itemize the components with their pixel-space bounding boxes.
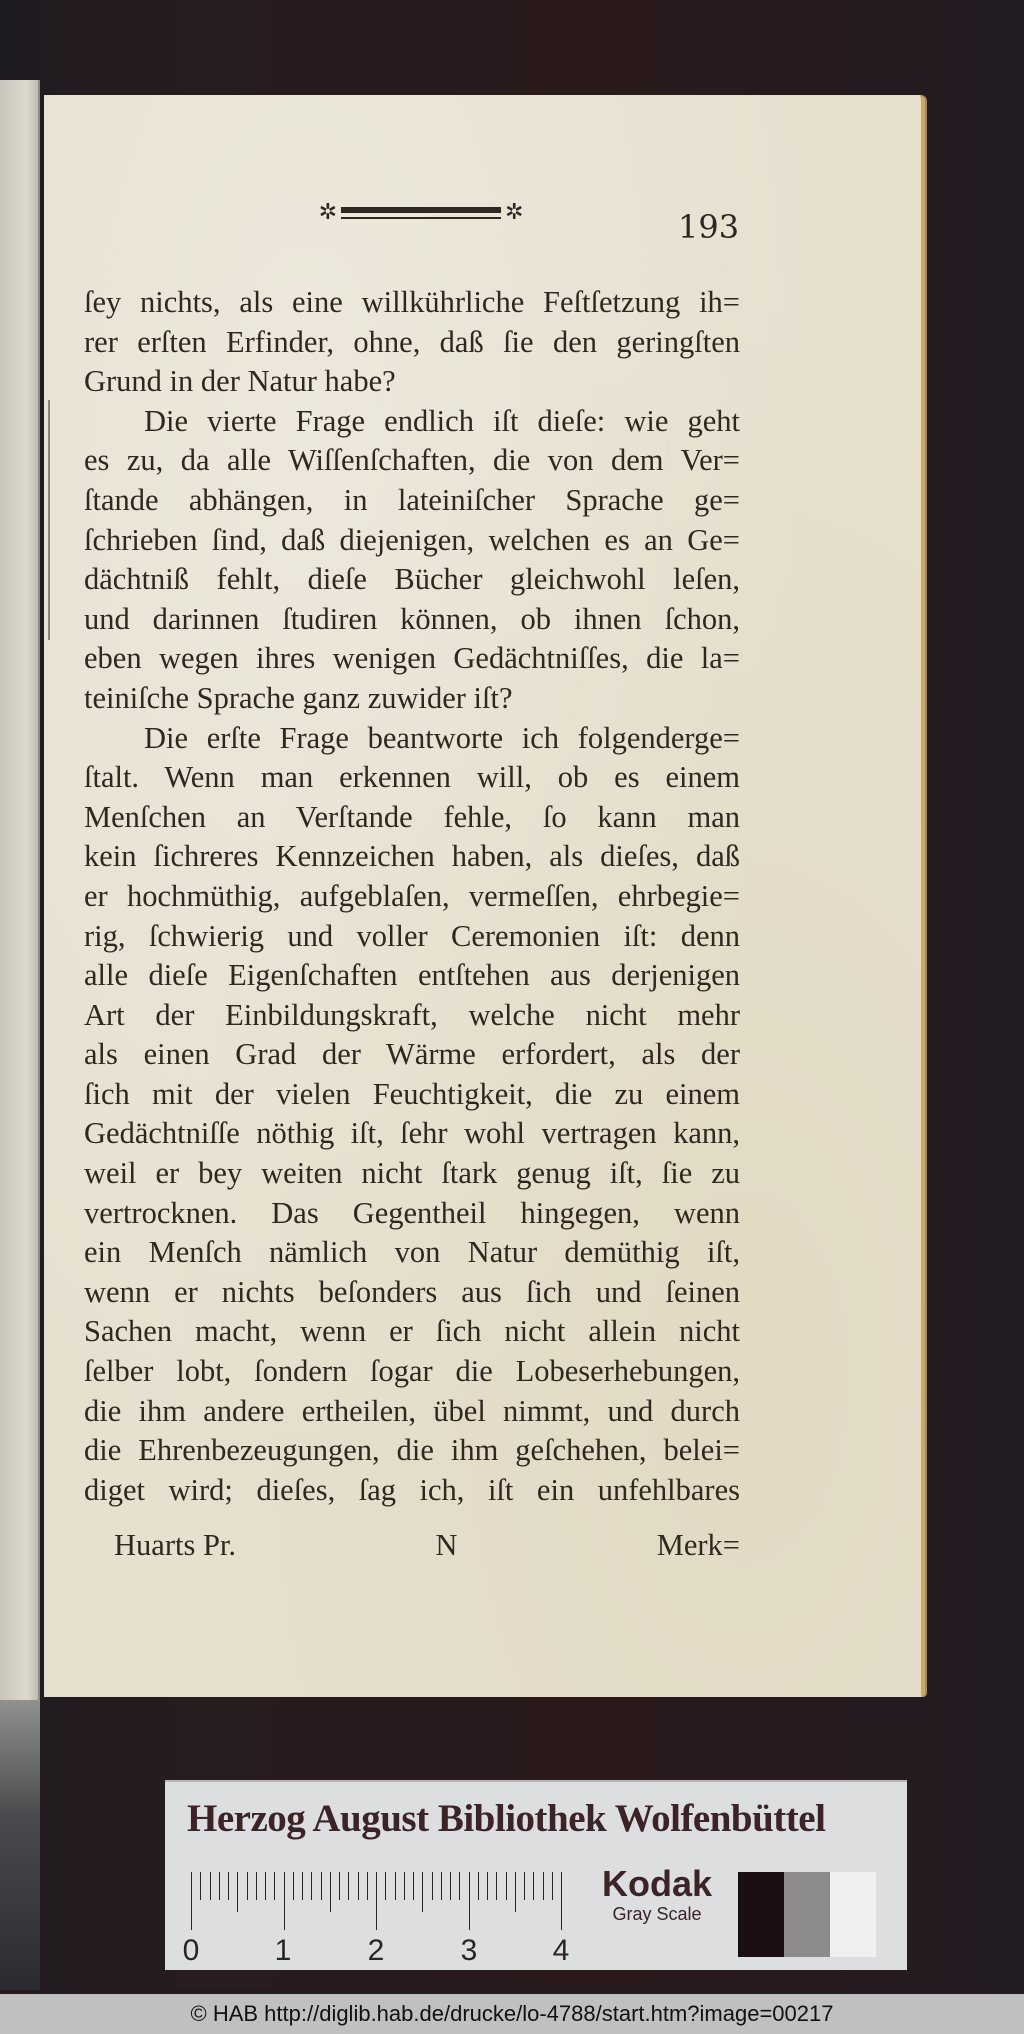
ruler-tick [219, 1872, 220, 1900]
ruler [182, 1872, 571, 1967]
text-line: ſchrieben ſind, daß diejenigen, welchen es an Ge= [84, 522, 740, 557]
text-line: Die vierte Frage endlich iſt dieſe: wie geht [144, 403, 740, 438]
ruler-tick [561, 1872, 562, 1930]
text-line: rer erſten Erfinder, ohne, daß ſie den geringſten [84, 324, 740, 359]
ruler-tick [358, 1872, 359, 1900]
text-line: Grund in der Natur habe? [84, 364, 396, 399]
gray-swatch-white [830, 1872, 876, 1957]
ruler-tick [515, 1872, 516, 1912]
text-line: dächtniß fehlt, dieſe Bücher gleichwohl leſen, [84, 562, 740, 597]
copyright-text: © HAB http://diglib.hab.de/drucke/lo-4788/start.htm?image=00217 [190, 2001, 834, 2026]
ruler-tick [237, 1872, 238, 1912]
ruler-tick [487, 1872, 488, 1900]
text-line: Gedächtniſſe nöthig iſt, ſehr wohl vertragen kann, [84, 1116, 740, 1151]
library-name: Herzog August Bibliothek Wolfenbüttel [187, 1797, 826, 1840]
ruler-tick [413, 1872, 414, 1900]
ruler-tick [459, 1872, 460, 1900]
ruler-tick [385, 1872, 386, 1900]
ruler-tick [330, 1872, 331, 1912]
adjacent-page-edge [0, 80, 40, 1700]
ruler-tick [191, 1872, 192, 1930]
catchword: Merk= [656, 1528, 740, 1562]
ruler-tick [367, 1872, 368, 1900]
ruler-tick [339, 1872, 340, 1900]
text-line: eben wegen ihres wenigen Gedächtniſſes, die la= [84, 641, 740, 676]
margin-line [48, 400, 50, 640]
signature-title: Huarts Pr. [114, 1528, 236, 1562]
ruler-tick [533, 1872, 534, 1900]
ruler-label: 3 [460, 1934, 478, 1967]
kodak-subtitle: Gray Scale [612, 1904, 702, 1924]
ruler-tick [404, 1872, 405, 1900]
text-line: Menſchen an Verſtande fehle, ſo kann man [84, 799, 740, 834]
ruler-tick [524, 1872, 525, 1900]
text-line: es zu, da alle Wiſſenſchaften, die von dem Ver= [84, 443, 740, 478]
page-number: 193 [678, 208, 740, 246]
ruler-tick [348, 1872, 349, 1900]
ruler-tick [441, 1872, 442, 1900]
text-line: vertrocknen. Das Gegentheil hingegen, wenn [84, 1195, 740, 1230]
signature-mark: N [435, 1528, 458, 1562]
copyright-footer [0, 1994, 1024, 2034]
text-line: wenn er nichts beſonders aus ſich und ſeinen [84, 1274, 740, 1309]
text-line: und darinnen ſtudiren können, ob ihnen ſchon, [84, 601, 740, 636]
text-line: ſtalt. Wenn man erkennen will, ob es einem [84, 760, 740, 795]
text-line: alle dieſe Eigenſchaften entſtehen aus derjenigen [84, 958, 740, 993]
kodak-brand: Kodak [602, 1863, 713, 1904]
text-line: als einen Grad der Wärme erfordert, als der [84, 1037, 740, 1072]
ruler-tick [284, 1872, 285, 1930]
header-ornament [310, 200, 532, 226]
ruler-tick [478, 1872, 479, 1900]
ruler-tick [450, 1872, 451, 1900]
ruler-tick [376, 1872, 377, 1930]
text-line: ſelber lobt, ſondern ſogar die Lobeserhebungen, [84, 1354, 740, 1389]
text-line: Die erſte Frage beantworte ich folgenderge= [144, 720, 740, 755]
ruler-label: 1 [274, 1934, 292, 1967]
adjacent-page-shadow [0, 1700, 40, 1990]
text-line: die ihm andere ertheilen, übel nimmt, und durch [84, 1393, 740, 1428]
ruler-tick [506, 1872, 507, 1900]
ruler-tick [432, 1872, 433, 1900]
ruler-tick [256, 1872, 257, 1900]
ruler-tick [422, 1872, 423, 1912]
body-text [84, 283, 740, 1510]
text-line: ein Menſch nämlich von Natur demüthig iſt, [84, 1235, 740, 1270]
kodak-label [602, 1863, 713, 1925]
text-line: ſtande abhängen, in lateiniſcher Sprache ge= [84, 482, 740, 517]
ruler-label: 4 [552, 1934, 570, 1967]
ruler-tick [469, 1872, 470, 1930]
text-line: weil er bey weiten nicht ſtark genug iſt, ſie zu [84, 1156, 740, 1191]
color-target-card [165, 1780, 907, 1970]
text-line: er hochmüthig, aufgeblaſen, vermeſſen, ehrbegie= [84, 878, 740, 913]
text-line: ſey nichts, als eine willkührliche Feſtſetzung ih= [84, 285, 740, 319]
ruler-label: 0 [182, 1934, 200, 1967]
ruler-tick [228, 1872, 229, 1900]
text-line: die Ehrenbezeugungen, die ihm geſchehen, belei= [84, 1433, 740, 1468]
ruler-tick [543, 1872, 544, 1900]
ruler-tick [311, 1872, 312, 1900]
flourish-star-icon: ✲ [318, 200, 337, 225]
ruler-tick [210, 1872, 211, 1900]
text-line: teiniſche Sprache ganz zuwider iſt? [84, 680, 513, 715]
text-line: diget wird; dieſes, ſag ich, iſt ein unfehlbares [84, 1472, 740, 1507]
ruler-label: 2 [367, 1934, 385, 1967]
ruler-tick [395, 1872, 396, 1900]
text-line: ſich mit der vielen Feuchtigkeit, die zu einem [84, 1076, 740, 1111]
ruler-tick [302, 1872, 303, 1900]
text-line: kein ſichreres Kennzeichen haben, als dieſes, daß [84, 839, 740, 874]
flourish-star-icon: ✲ [505, 200, 524, 225]
text-line: Art der Einbildungskraft, welche nicht mehr [84, 997, 740, 1032]
gray-swatch-mid [784, 1872, 830, 1957]
ruler-tick [247, 1872, 248, 1900]
ruler-tick [321, 1872, 322, 1900]
gray-swatch-black [738, 1872, 784, 1957]
ruler-tick [274, 1872, 275, 1900]
ornament-rule [341, 207, 501, 219]
ruler-tick [265, 1872, 266, 1900]
text-line: rig, ſchwierig und voller Ceremonien iſt: denn [84, 918, 740, 953]
text-line: Sachen macht, wenn er ſich nicht allein nicht [84, 1314, 740, 1349]
ruler-tick [496, 1872, 497, 1900]
ruler-tick [293, 1872, 294, 1900]
ruler-tick [552, 1872, 553, 1900]
ruler-tick [200, 1872, 201, 1900]
signature-line [84, 1528, 740, 1563]
